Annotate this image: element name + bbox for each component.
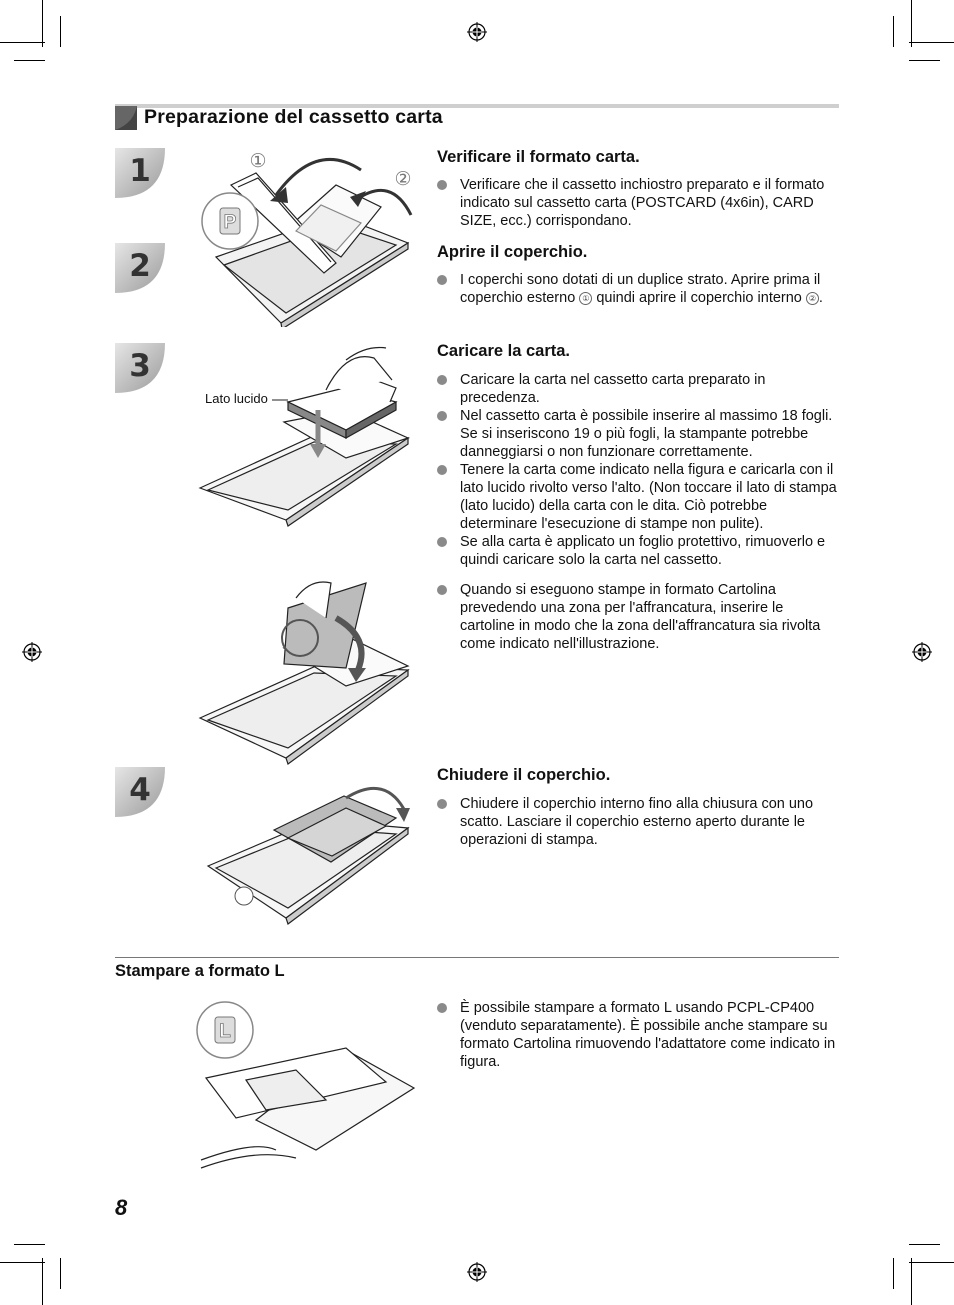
list-item: Quando si eseguono stampe in formato Cartolina prevedendo una zona per l'affrancatura, inserire le cartoline in modo che la zona dell'affrancatura sia rivolta come indicato nell'illustrazione. <box>437 581 841 653</box>
step-number-1: 1 <box>115 148 165 198</box>
step-2-bullets <box>437 271 841 307</box>
step-3-extra-bullets <box>437 581 841 653</box>
figure-load-paper <box>196 340 418 530</box>
registration-mark-icon <box>467 1262 487 1282</box>
step-2-heading: Aprire il coperchio. <box>437 243 588 261</box>
figure-close-cover <box>196 778 418 926</box>
step-3-heading: Caricare la carta. <box>437 342 571 360</box>
p-badge: P <box>223 212 237 233</box>
figure-open-cover <box>196 145 418 327</box>
list-item: I coperchi sono dotati di un duplice strato. Aprire prima il coperchio esterno ① quindi aprire il coperchio interno ② . <box>437 271 841 307</box>
section-l-heading: Stampare a formato L <box>115 962 285 980</box>
list-item: È possibile stampare a formato L usando PCPL-CP400 (venduto separatamente). È possibile anche stampare su formato Cartolina rimuovendo l'adattatore come indicato in figura. <box>437 999 841 1071</box>
step-1-bullets <box>437 176 841 230</box>
list-item: Tenere la carta come indicato nella figura e caricarla con il lato lucido rivolto verso l'alto. (Non toccare il lato di stampa (lato lucido) della carta con le dita. Ciò potrebbe determinare l'esecuzione di stampe non pulite). <box>437 461 841 533</box>
registration-mark-icon <box>22 642 42 662</box>
step-1-heading: Verificare il formato carta. <box>437 148 640 166</box>
page-number: 8 <box>115 1195 128 1220</box>
marker-2: ② <box>806 292 819 305</box>
section-divider <box>115 957 839 958</box>
step-4-bullets <box>437 795 841 849</box>
step-number-4: 4 <box>115 767 165 817</box>
step-3-bullets <box>437 371 841 569</box>
list-item: Verificare che il cassetto inchiostro preparato e il formato indicato sul cassetto carta (POSTCARD (4x6in), CARD SIZE, ecc.) corrispondano. <box>437 176 841 230</box>
list-item: Nel cassetto carta è possibile inserire al massimo 18 fogli. Se si inseriscono 19 o più fogli, la stampante potrebbe danneggiarsi o non funzionare correttamente. <box>437 407 841 461</box>
section-l-bullets <box>437 999 841 1071</box>
svg-text:①: ① <box>249 150 267 172</box>
page-title: Preparazione del cassetto carta <box>144 106 443 128</box>
l-badge: L <box>219 1021 231 1042</box>
registration-mark-icon <box>467 22 487 42</box>
marker-1: ① <box>579 292 592 305</box>
figure-postcard <box>196 578 418 768</box>
title-tab-icon <box>115 106 137 130</box>
figure-l-size-adapter <box>196 1000 418 1172</box>
step-number-2: 2 <box>115 243 165 293</box>
svg-text:②: ② <box>394 168 412 190</box>
step-4-heading: Chiudere il coperchio. <box>437 766 611 784</box>
list-item: Chiudere il coperchio interno fino alla chiusura con uno scatto. Lasciare il coperchio esterno aperto durante le operazioni di stampa. <box>437 795 841 849</box>
list-item: Se alla carta è applicato un foglio protettivo, rimuoverlo e quindi caricare solo la carta nel cassetto. <box>437 533 841 569</box>
registration-mark-icon <box>912 642 932 662</box>
step-number-3: 3 <box>115 343 165 393</box>
list-item: Caricare la carta nel cassetto carta preparato in precedenza. <box>437 371 841 407</box>
figure-label-lato-lucido: Lato lucido <box>205 391 268 406</box>
